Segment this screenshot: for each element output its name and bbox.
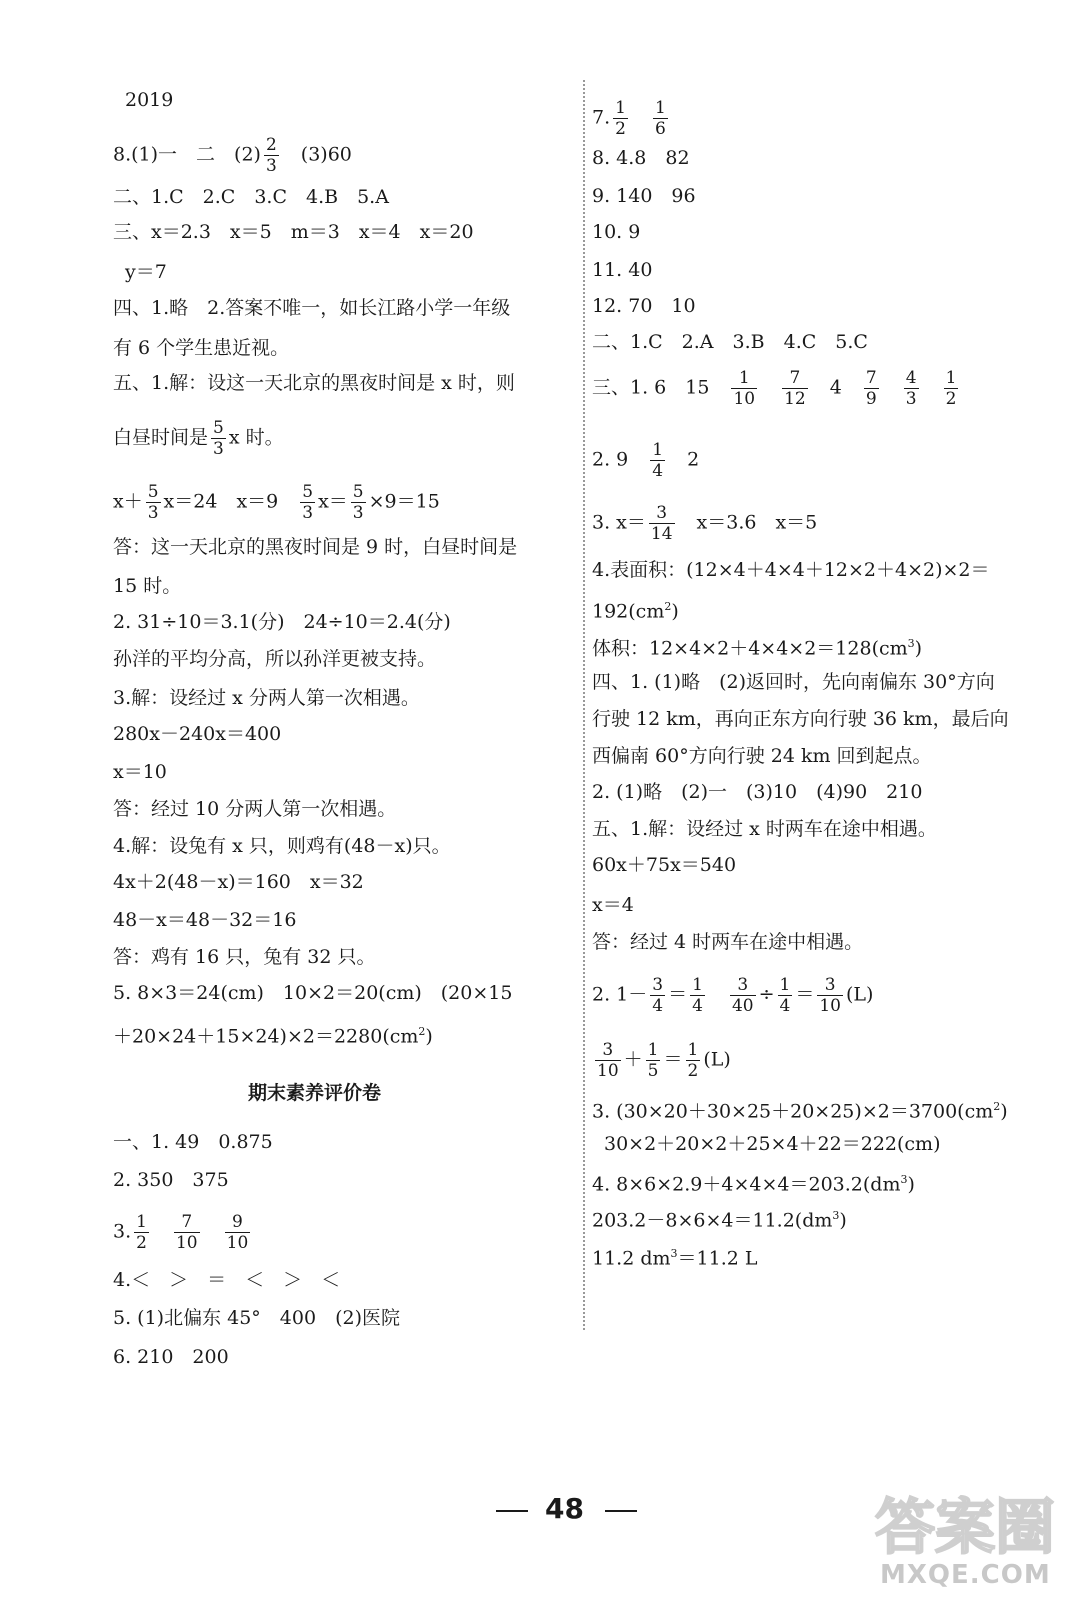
answer-line: 5. (1)北偏东 45° 400 (2)医院 <box>113 1307 400 1329</box>
answer-line: 答：经过 10 分两人第一次相遇。 <box>113 798 397 820</box>
answer-line: 2019 <box>125 89 174 111</box>
answer-line: 二、1.C 2.A 3.B 4.C 5.C <box>592 331 868 353</box>
answer-line: 2. 9 $\frac{1}{4}$ 2 <box>592 440 700 481</box>
fraction: $\frac{3}{10}$ <box>819 975 841 1016</box>
fraction: $\frac{1}{4}$ <box>692 975 703 1016</box>
answer-line: 6. 210 200 <box>113 1346 229 1368</box>
page-number: 48 <box>545 1492 584 1525</box>
answer-line: $192(cm^2)$ <box>592 600 679 623</box>
answer-line: x＝4 <box>592 894 634 916</box>
answer-line: 2. 350 375 <box>113 1169 229 1191</box>
fraction: $\frac{2}{3}$ <box>265 135 277 176</box>
answer-line: 有 6 个学生患近视。 <box>113 337 290 359</box>
column-divider <box>583 80 585 1330</box>
fraction: $\frac{3}{40}$ <box>731 975 754 1016</box>
answer-line: y＝7 <box>125 261 167 283</box>
answer-line: 4.表面积：(12×4＋4×4＋12×2＋4×2)×2＝ <box>592 559 990 581</box>
answer-line: 答：这一天北京的黑夜时间是 9 时，白昼时间是 <box>113 536 518 558</box>
answer-line: 白昼时间是 $\frac{5}{3}$ x 时。 <box>113 418 284 459</box>
fraction: $\frac{1}{6}$ <box>654 98 666 139</box>
answer-line: 3.解：设经过 x 分两人第一次相遇。 <box>113 687 420 709</box>
answer-line: 答：鸡有 16 只，兔有 32 只。 <box>113 946 376 968</box>
watermark-site: MXQE.COM <box>880 1560 1051 1590</box>
page-number-dash-right <box>605 1510 637 1512</box>
fraction: $\frac{1}{2}$ <box>687 1040 699 1081</box>
answer-line: $+20\times 24+15\times 24)\times 2=2280(cm^2)$ <box>113 1025 433 1048</box>
answer-line: 西偏南 60°方向行驶 24 km 回到起点。 <box>592 745 932 767</box>
fraction: $\frac{7}{12}$ <box>784 368 806 409</box>
answer-line: 孙洋的平均分高，所以孙洋更被支持。 <box>113 648 437 670</box>
fraction: $\frac{1}{2}$ <box>945 368 957 409</box>
answer-line: 11.2 $dm^3=11.2$ L <box>592 1247 758 1270</box>
answer-line: 280x－240x＝400 <box>113 723 282 745</box>
answer-line: 48－x＝48－32＝16 <box>113 909 297 931</box>
answer-line: 五、1.解：设这一天北京的黑夜时间是 x 时，则 <box>113 372 515 394</box>
answer-line: 一、1. 49 0.875 <box>113 1131 273 1153</box>
answer-line: $203.2-8\times 6\times 4=11.2(dm^3)$ <box>592 1209 847 1232</box>
fraction: $\frac{1}{4}$ <box>779 975 791 1016</box>
answer-line: 3. $\frac{1}{2}$ $\frac{7}{10}$ $\frac{9}{10}$ <box>113 1212 249 1253</box>
answer-line: 2. (1)略 (2)一 (3)10 (4)90 210 <box>592 781 923 803</box>
answer-line: 体积：$12\times 4\times 2+4\times 4\times 2=128(cm^3)$ <box>592 637 923 660</box>
fraction: $\frac{7}{9}$ <box>865 368 877 409</box>
fraction: $\frac{1}{2}$ <box>615 98 626 139</box>
watermark-logo-text: 答案圈 <box>875 1493 1055 1563</box>
answer-line: 二、1.C 2.C 3.C 4.B 5.A <box>113 186 389 208</box>
fraction: $\frac{5}{3}$ <box>213 418 224 459</box>
answer-line: 四、1.略 2.答案不唯一，如长江路小学一年级 <box>113 297 511 319</box>
answer-line: 三、x＝2.3 x＝5 m＝3 x＝4 x＝20 <box>113 221 474 243</box>
answer-line: 2. 1－ $\frac{3}{4}$ ＝ $\frac{1}{4}$ $\frac{3}{40}$ ÷ $\frac{1}{4}$ ＝ $\frac{3}{10}$ (L) <box>592 975 874 1016</box>
answer-line: 4x＋2(48－x)＝160 x＝32 <box>113 871 364 893</box>
answer-line: 7. $\frac{1}{2}$ $\frac{1}{6}$ <box>592 98 666 139</box>
answer-line: 30×2＋20×2＋25×4＋22＝222(cm) <box>604 1133 941 1155</box>
answer-line: $\frac{3}{10}$ ＋ $\frac{1}{5}$ ＝ $\frac{1}{2}$ (L) <box>597 1040 731 1081</box>
answer-line: 11. 40 <box>592 259 653 281</box>
answer-line: 答：经过 4 时两车在途中相遇。 <box>592 931 864 953</box>
answer-line: 2. 31÷10＝3.1(分) 24÷10＝2.4(分) <box>113 611 451 633</box>
fraction: $\frac{1}{5}$ <box>647 1040 659 1081</box>
fraction: $\frac{5}{3}$ <box>352 482 364 523</box>
answer-line: x＝10 <box>113 761 167 783</box>
answer-line: 10. 9 <box>592 221 641 243</box>
answer-line: 15 时。 <box>113 575 182 597</box>
answer-line: 4.解：设兔有 x 只，则鸡有(48－x)只。 <box>113 835 451 857</box>
answer-line: 行驶 12 km，再向正东方向行驶 36 km，最后向 <box>592 708 1009 730</box>
fraction: $\frac{7}{10}$ <box>175 1212 198 1253</box>
answer-line: 9. 140 96 <box>592 185 696 207</box>
fraction: $\frac{3}{14}$ <box>650 503 673 544</box>
answer-line: 5. 8×3＝24(cm) 10×2＝20(cm) (20×15 <box>113 982 513 1004</box>
fraction: $\frac{5}{3}$ <box>302 482 314 523</box>
fraction: $\frac{3}{10}$ <box>597 1040 619 1081</box>
page-number-dash-left <box>496 1510 528 1512</box>
fraction: $\frac{1}{2}$ <box>136 1212 147 1253</box>
answer-line: 4. $8\times 6\times 2.9+4\times 4\times 4=203.2(dm^3)$ <box>592 1173 915 1196</box>
fraction: $\frac{4}{3}$ <box>905 368 917 409</box>
fraction: $\frac{9}{10}$ <box>226 1212 249 1253</box>
answer-line: 3. $(30\times 20+30\times 25+20\times 25)\times 2=3700(cm^2)$ <box>592 1100 1008 1123</box>
fraction: $\frac{1}{10}$ <box>733 368 756 409</box>
answer-line: x＋ $\frac{5}{3}$ x＝24 x＝9 $\frac{5}{3}$ x＝ $\frac{5}{3}$ ×9＝15 <box>113 482 440 523</box>
fraction: $\frac{3}{4}$ <box>652 975 664 1016</box>
answer-line: 4.＜ ＞ ＝ ＜ ＞ ＜ <box>113 1269 341 1291</box>
answer-line: 3. x＝ $\frac{3}{14}$ x＝3.6 x＝5 <box>592 503 818 544</box>
answer-line: 12. 70 10 <box>592 295 696 317</box>
fraction: $\frac{5}{3}$ <box>147 482 159 523</box>
fraction: $\frac{1}{4}$ <box>652 440 664 481</box>
section-title: 期末素养评价卷 <box>248 1082 382 1104</box>
answer-line: 三、1. 6 15 $\frac{1}{10}$ $\frac{7}{12}$ 4 $\frac{7}{9}$ $\frac{4}{3}$ $\frac{1}{2}$ <box>592 368 957 409</box>
answer-line: 8.(1)一 二 (2) $\frac{2}{3}$ (3)60 <box>113 135 352 176</box>
answer-line: 60x＋75x＝540 <box>592 854 737 876</box>
answer-line: 五、1.解：设经过 x 时两车在途中相遇。 <box>592 818 937 840</box>
answer-line: 四、1. (1)略 (2)返回时，先向南偏东 30°方向 <box>592 671 995 693</box>
answer-line: 8. 4.8 82 <box>592 147 690 169</box>
